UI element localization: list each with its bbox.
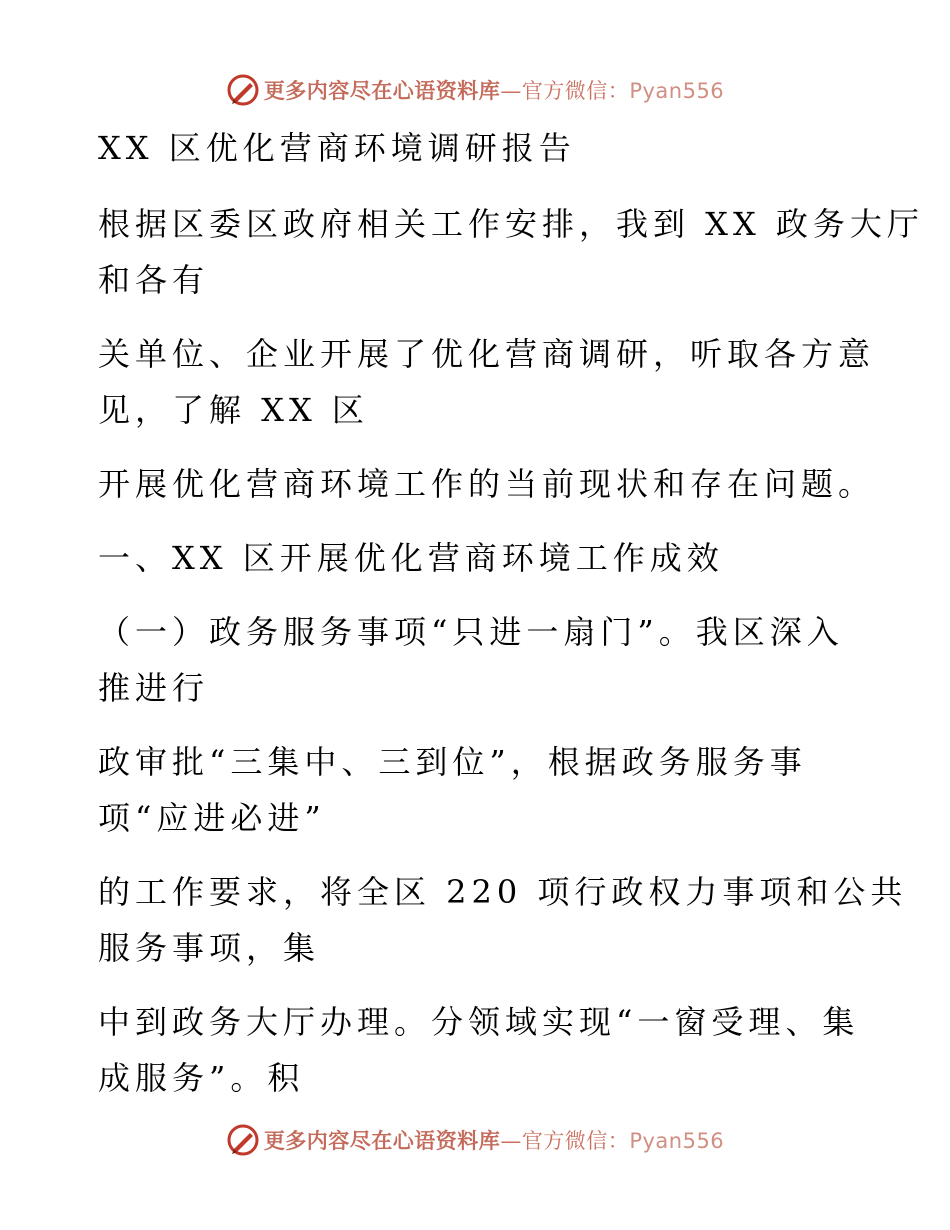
paragraph-line: 服务事项，集 <box>98 929 321 967</box>
watermark-brand: 更多内容尽在心语资料库 <box>263 1129 501 1153</box>
watermark-official: 官方微信： <box>521 79 630 103</box>
paragraph-line: 中到政务大厅办理。分领域实现“一窗受理、集 <box>98 1003 860 1041</box>
pen-logo-icon <box>226 73 260 107</box>
watermark-wechat-id: Pyan556 <box>629 79 725 103</box>
watermark-official: 官方微信： <box>521 1129 630 1153</box>
section-heading: 一、XX 区开展优化营商环境工作成效 <box>98 539 724 577</box>
watermark-brand: 更多内容尽在心语资料库 <box>263 79 501 103</box>
paragraph-line: 开展优化营商环境工作的当前现状和存在问题。 <box>98 465 876 503</box>
footer-watermark-banner <box>0 1118 950 1162</box>
paragraph-line: 政审批“三集中、三到位”，根据政务服务事 <box>98 743 807 781</box>
paragraph-line: （一）政务服务事项“只进一扇门”。我区深入 <box>98 613 844 651</box>
header-watermark-banner <box>0 68 950 112</box>
paragraph-line: 关单位、企业开展了优化营商调研，听取各方意 <box>98 335 876 373</box>
watermark-wechat-id: Pyan556 <box>629 1129 725 1153</box>
paragraph-line: 见，了解 XX 区 <box>98 391 369 429</box>
paragraph-line: 和各有 <box>98 261 210 299</box>
paragraph-line: 的工作要求，将全区 220 项行政权力事项和公共 <box>98 873 908 911</box>
pen-logo-icon <box>226 1123 260 1157</box>
document-title: XX 区优化营商环境调研报告 <box>98 129 576 167</box>
watermark-text <box>264 75 724 105</box>
watermark-separator: — <box>500 79 522 103</box>
paragraph-line: 成服务”。积 <box>98 1059 305 1097</box>
watermark-text <box>264 1125 724 1155</box>
paragraph-line: 推进行 <box>98 669 210 707</box>
watermark-separator: — <box>500 1129 522 1153</box>
paragraph-line: 项“应进必进” <box>98 799 326 837</box>
paragraph-line: 根据区委区政府相关工作安排，我到 XX 政务大厅 <box>98 205 924 243</box>
